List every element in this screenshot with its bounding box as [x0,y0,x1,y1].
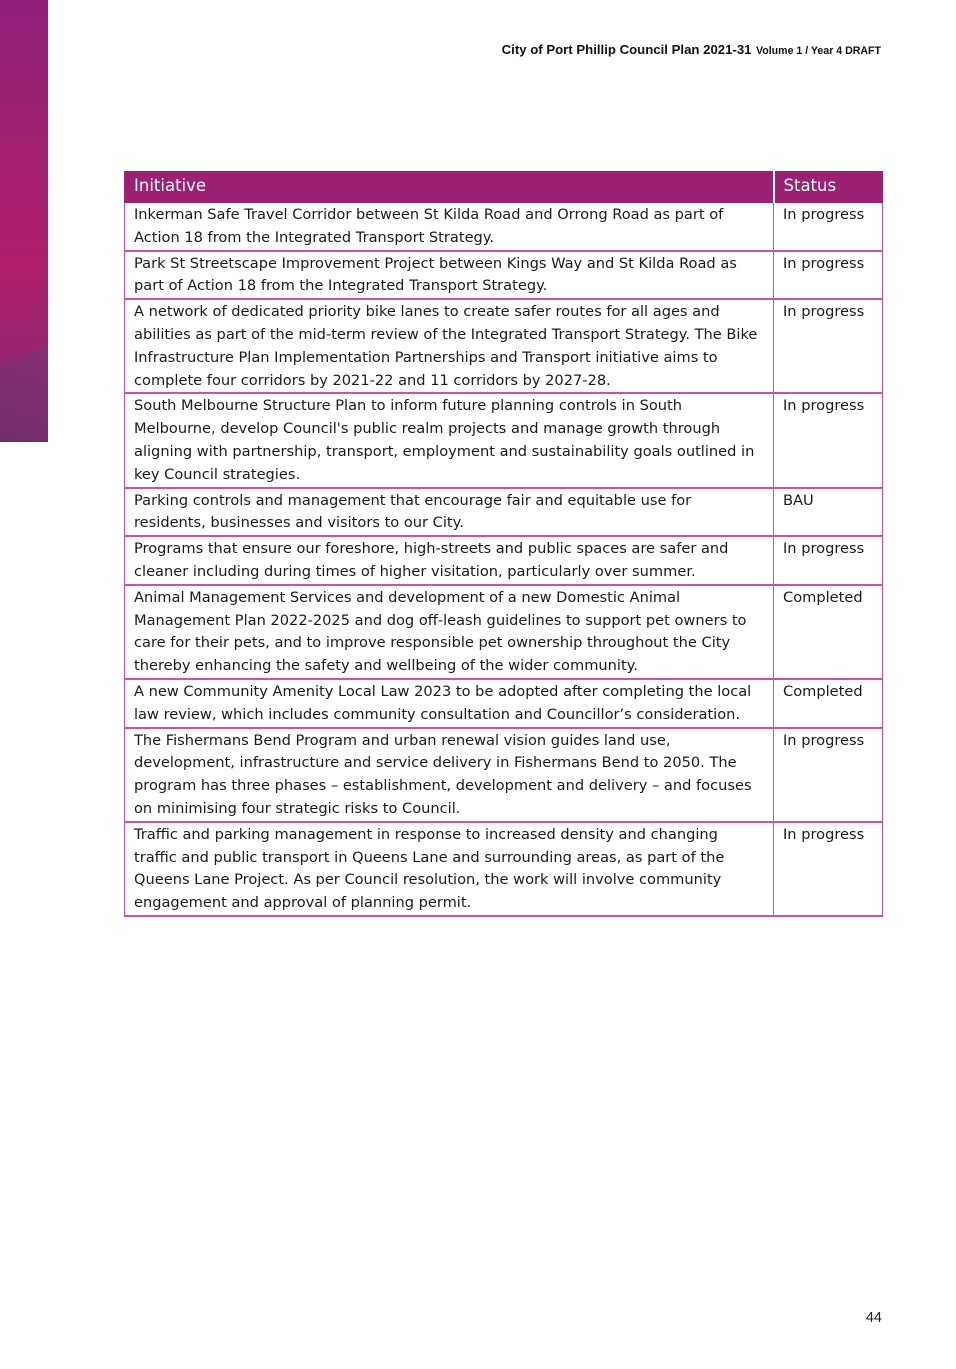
table-row [125,679,883,728]
column-header-status: Status [774,172,883,203]
table-row [125,393,883,487]
initiative-cell: A network of dedicated priority bike lanes to create safer routes for all ages and abilities as part of the mid-term review of the Integrated Transport Strategy. The Bike Infrastructure Plan Implementation Partnerships and Transport initiative aims to complete four corridors by 2021-22 and 11 corridors by 2027-28. [125,299,774,393]
table-row [125,585,883,679]
page-number: 44 [865,1310,882,1326]
table-row [125,536,883,585]
table-header-row [125,172,883,203]
initiative-cell: A new Community Amenity Local Law 2023 to be adopted after completing the local law review, which includes community consultation and Councillor’s consideration. [125,679,774,728]
table-row [125,299,883,393]
header-title: City of Port Phillip Council Plan 2021-31 [501,42,752,57]
initiative-cell: Parking controls and management that encourage fair and equitable use for residents, businesses and visitors to our City. [125,488,774,537]
table-row [125,728,883,822]
table-row [125,203,883,251]
status-cell: In progress [774,393,883,487]
status-cell: In progress [774,299,883,393]
initiative-cell: South Melbourne Structure Plan to inform future planning controls in South Melbourne, develop Council's public realm projects and manage growth through aligning with partnership, transport, employment and sustainability goals outlined in key Council strategies. [125,393,774,487]
initiative-cell: Animal Management Services and development of a new Domestic Animal Management Plan 2022-2025 and dog off-leash guidelines to support pet owners to care for their pets, and to improve responsible pet ownership throughout the City thereby enhancing the safety and wellbeing of the wider community. [125,585,774,679]
document-header [502,41,881,59]
table-row [125,488,883,537]
status-cell: Completed [774,585,883,679]
status-cell: In progress [774,822,883,916]
status-cell: Completed [774,679,883,728]
column-header-initiative: Initiative [125,172,774,203]
initiatives-table [124,171,883,917]
initiative-cell: The Fishermans Bend Program and urban renewal vision guides land use, development, infrastructure and service delivery in Fishermans Bend to 2050. The program has three phases – establishment, development and delivery – and focuses on minimising four strategic risks to Council. [125,728,774,822]
initiative-cell: Traffic and parking management in response to increased density and changing traffic and public transport in Queens Lane and surrounding areas, as part of the Queens Lane Project. As per Council resolution, the work will involve community engagement and approval of planning permit. [125,822,774,916]
initiative-cell: Inkerman Safe Travel Corridor between St Kilda Road and Orrong Road as part of Action 18 from the Integrated Transport Strategy. [125,203,774,251]
status-cell: In progress [774,251,883,300]
status-cell: In progress [774,728,883,822]
status-cell: In progress [774,203,883,251]
decorative-side-band [0,0,48,442]
initiative-cell: Park St Streetscape Improvement Project between Kings Way and St Kilda Road as part of Action 18 from the Integrated Transport Strategy. [125,251,774,300]
header-subtitle: Volume 1 / Year 4 DRAFT [755,45,881,57]
table-row [125,822,883,916]
table-row [125,251,883,300]
initiative-cell: Programs that ensure our foreshore, high-streets and public spaces are safer and cleaner including during times of higher visitation, particularly over summer. [125,536,774,585]
status-cell: In progress [774,536,883,585]
status-cell: BAU [774,488,883,537]
